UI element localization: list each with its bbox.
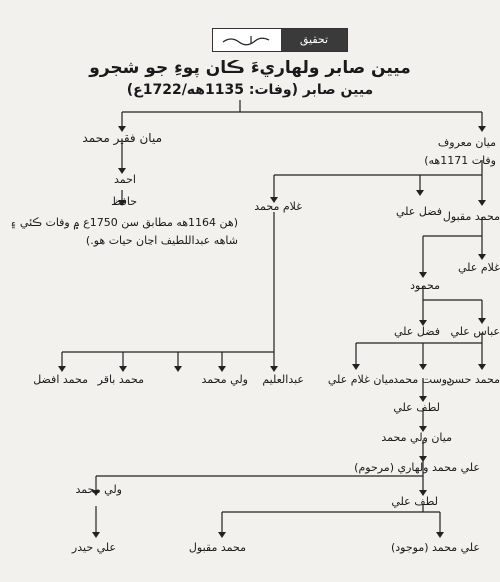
person-wali-muhammad: ولي محمد — [201, 373, 248, 386]
person-mian-ghulam-ali: ميان غلام علي — [327, 373, 394, 386]
person-mahmood: محمود — [410, 279, 440, 292]
note-line-1: (هن 1164هه مطابق سن 1750ع ۾ وفات ڪئي ۽ — [9, 216, 238, 229]
person-ali-muhammad-marhoom: علي محمد ولهاري (مرحوم) — [354, 461, 480, 474]
calligraphy-logo-icon — [221, 34, 271, 46]
person-mian-wali-muhammad: ميان ولي محمد — [381, 431, 452, 444]
root-person: ميين صابر (وفات: 1135هه/1722ع) — [126, 82, 374, 98]
person-mian-faqir-muhammad: ميان فقير محمد — [82, 131, 162, 145]
person-wali-muhammad-2: ولي محمد — [75, 483, 122, 496]
person-abdul-aleem: عبدالعليم — [262, 373, 304, 386]
section-badge — [212, 28, 348, 52]
person-fazal-ali: فضل علي — [396, 205, 442, 218]
person-muhammad-afzal: محمد افضل — [33, 373, 88, 386]
person-muhammad-baqir: محمد باقر — [97, 373, 144, 386]
person-ali-haider: علي حيدر — [71, 541, 116, 554]
person-muhammad-maqbool: محمد مقبول — [442, 210, 500, 223]
person-dost-muhammad: دوست محمد — [393, 373, 452, 386]
mian-maroof-death-date: وفات 1171هه) — [424, 154, 496, 167]
person-abbas-ali: عباس علي — [450, 325, 500, 338]
person-ghulam-ali: غلام علي — [458, 261, 500, 274]
person-ali-muhammad-mojood: علي محمد (موجود) — [390, 541, 480, 554]
page-title: ميين صابر ولهاريءَ ڪان پوءِ جو شجرو — [89, 58, 411, 78]
person-lutf-ali: لطف علي — [393, 401, 440, 414]
badge-label: تحقيق — [281, 29, 347, 51]
person-lutf-ali-2: لطف علي — [391, 495, 438, 508]
person-mian-maroof: ميان معروف — [437, 136, 496, 149]
person-muhammad-maqbool-2: محمد مقبول — [188, 541, 246, 554]
person-hafiz: حافظ — [111, 195, 137, 208]
person-ghulam-muhammad: غلام محمد — [254, 200, 302, 213]
person-fazal-ali-2: فضل علي — [394, 325, 440, 338]
note-line-2: شاهه عبداللطيف اڃان حيات هو.) — [85, 234, 238, 247]
person-muhammad-hassan: محمد حسن — [446, 373, 500, 386]
hafiz-death-note — [10, 214, 238, 250]
person-ahmad: احمد — [114, 173, 136, 186]
